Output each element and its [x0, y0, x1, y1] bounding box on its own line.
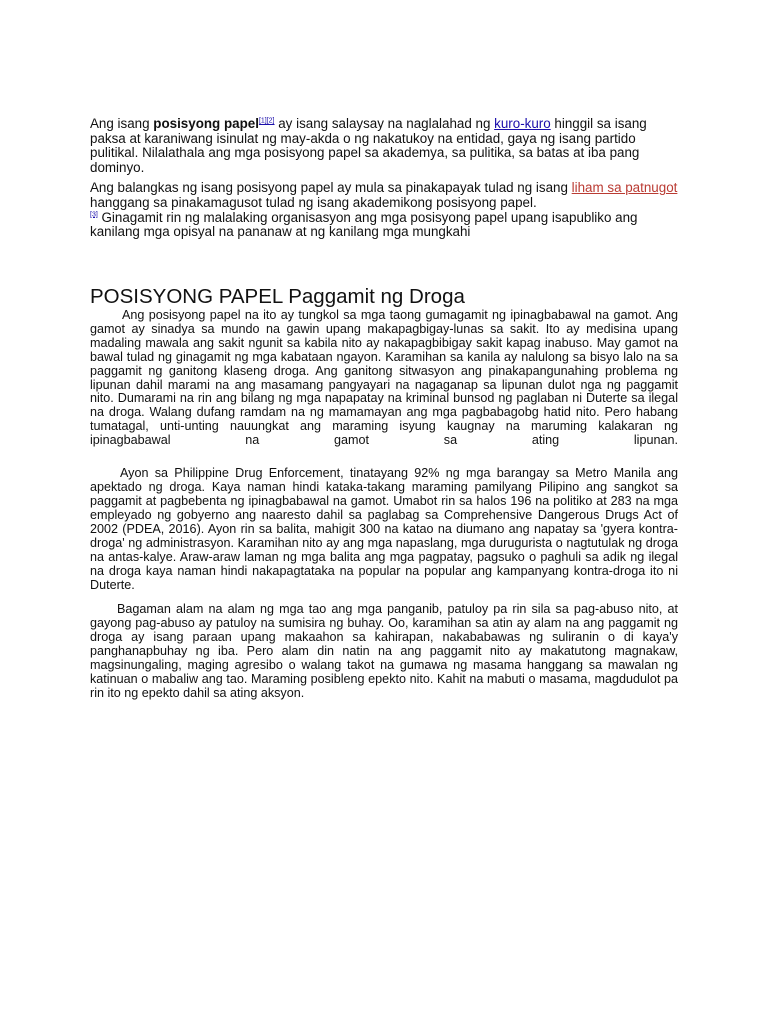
reference-link-1-2[interactable]: [1][2] — [258, 117, 275, 125]
intro-paragraph-2 — [90, 181, 678, 239]
reference-link-3[interactable]: [3] — [90, 211, 98, 219]
body-paragraph-3: Bagaman alam na alam ng mga tao ang mga panganib, patuloy pa rin sila sa pag-abuso nito, at gayong pag-abuso ay patuloy na sumisira ng buhay. Oo, karamihan sa atin ay alam na ang paggamit ng droga ay isang paraan upang makaahon sa kahirapan, nakababawas ng suliranin o di kaya'y panghanapbuhay ng iba. Pero alam din natin na ang paggamit nito ay makatutong magnakaw, magsinungaling, maging agresibo o walang takot na gumawa ng masama hanggang sa mawalan ng katinuan o mabaliw ang tao. Maraming posibleng epekto nito. Kahit na mabuti o masama, magdudulot pa rin ito ng epekto dahil sa ating aksyon. — [90, 601, 678, 700]
bold-term-posisyong-papel: posisyong papel — [153, 116, 259, 131]
document-title: POSISYONG PAPEL Paggamit ng Droga — [90, 284, 465, 308]
body-section — [90, 309, 678, 701]
intro-p2-text-after: Ginagamit rin ng malalaking organisasyon ang mga posisyong papel upang isapubliko ang kanilang mga opisyal na pananaw at ng kanilang mga mungkahi — [90, 209, 638, 240]
intro-p2-text-before: Ang balangkas ng isang posisyong papel ay mula sa pinakapayak tulad ng isang — [90, 180, 572, 196]
intro-paragraph-1 — [90, 117, 678, 175]
intro-p1-text-after: hinggil sa isang paksa at karaniwang isinulat ng may-akda o ng nakatukoy na entidad, gaya ng isang partido pulitikal. Nilalathala ang mga posisyong papel sa akademya, sa pulitika, sa batas at iba pang dominyo. — [90, 116, 647, 175]
intro-p2-text-mid: hanggang sa pinakamagusot tulad ng isang akademikong posisyong papel. — [90, 194, 537, 210]
intro-p1-text-before: Ang isang — [90, 116, 154, 131]
document-page — [90, 117, 678, 701]
intro-p1-text-mid: ay isang salaysay na naglalahad ng — [274, 116, 495, 131]
intro-section — [90, 117, 678, 240]
body-paragraph-1: Ang posisyong papel na ito ay tungkol sa mga taong gumagamit ng ipinagbabawal na gamot. Ang gamot ay sinadya sa mundo na gawin upang makapagbigay-lunas sa sakit. Ito ay medisina upang madaling mawala ang sakit ngunit sa kabila nito ay nakapagbibigay sakit kapag inabuso. May gamot na bawal tulad ng ginagamit ng mga kabataan ngayon. Karamihan sa kanila ay nalulong sa bisyo lalo na sa paggamit ng ganitong klaseng droga. Ang ganitong sitwasyon ang pinakapangunahing problema ng lipunan dahil marami na ang masamang pangyayari na nagaganap sa lipunan dulot nga ng paggamit nito. Dumarami na rin ang bilang ng mga napapatay na kriminal bunsod ng paglaban ni Duterte sa ilegal na droga. Walang dufang ramdam na ng mamamayan ang mga pagbabagobg hatid nito. Pero habang tumatagal, unti-unting nauungkat ang maraming isyung kaugnay na maruming kalakaran ng ipinagbabawal na gamot sa ating lipunan. — [90, 307, 678, 448]
body-paragraph-2: Ayon sa Philippine Drug Enforcement, tinatayang 92% ng mga barangay sa Metro Manila ang apektado ng droga. Kaya naman hindi kataka-takang maraming pamilyang Pilipino ang sangkot sa paggamit at pagbebenta ng ipinagbabawal na gamot. Umabot rin sa halos 196 na politiko at 283 na mga empleyado ng gobyerno ang naaresto dahil sa paglabag sa Comprehensive Dangerous Drugs Act of 2002 (PDEA, 2016). Ayon rin sa balita, mahigit 300 na katao na diumano ang napatay sa 'gyera kontra-droga' ng administrasyon. Karamihan nito ay ang mga napaslang, mga durugurista o nagtutulak ng droga na antas-kalye. Araw-araw laman ng mga balita ang mga pagpatay, pagsuko o paghuli sa adik ng ilegal na droga kaya naman hindi nakapagtataka na popular na popular ang kampanyang kontra-droga ito ni Duterte. — [90, 466, 678, 592]
link-liham-sa-patnugot[interactable]: liham sa patnugot — [571, 180, 678, 196]
link-kuro-kuro[interactable]: kuro-kuro — [494, 116, 551, 131]
